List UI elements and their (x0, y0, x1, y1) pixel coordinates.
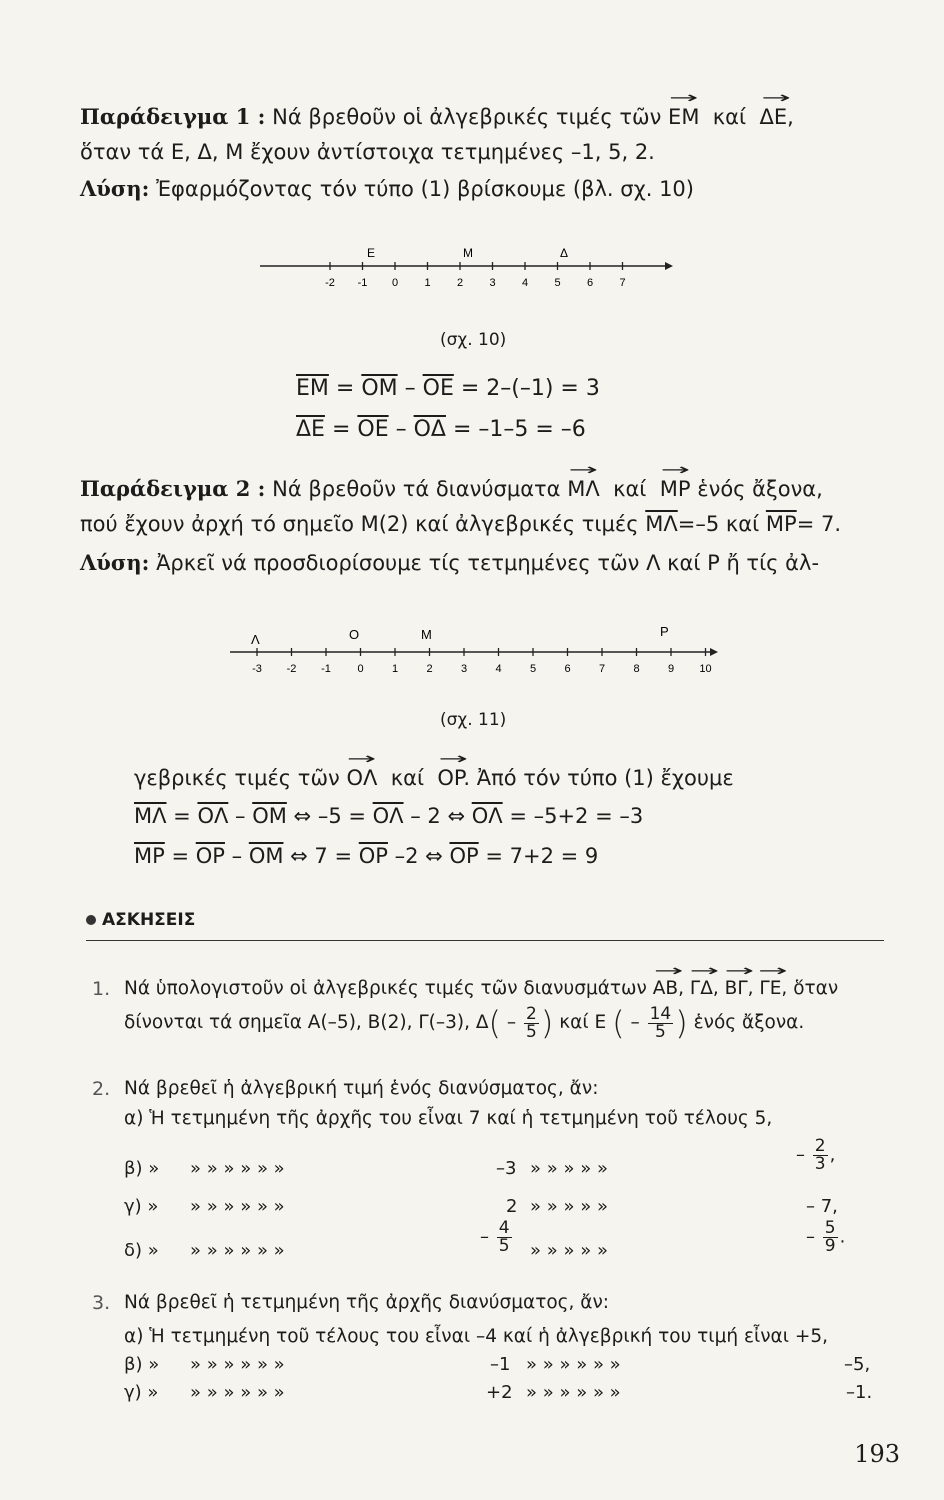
example2-line2-text: πού ἔχουν ἀρχή τό σημεῖο M(2) καί ἀλγεβρικές τιμές (80, 512, 639, 536)
example2-text: Νά βρεθοῦν τά διανύσματα (272, 477, 561, 501)
eq2-term-oe: $\overline{OE}$ (357, 417, 389, 442)
fraction-2-5 (524, 1003, 539, 1042)
ex1-tail: ὅταν (793, 978, 839, 999)
eq2-result: = –1–5 = –6 (452, 417, 586, 442)
ex3-row-c-end: –1. (846, 1382, 873, 1403)
tick-label: 1 (391, 663, 399, 675)
ex3-row-b-mid: » » » » » » (526, 1354, 621, 1375)
ex3-row-c-label: γ) » (124, 1382, 159, 1403)
eq4-term-op-3: $\overline{OP}$ (449, 844, 479, 868)
and-word: καί (613, 477, 647, 501)
fraction-2-3 (813, 1138, 828, 1173)
frac-den: 3 (814, 1154, 826, 1174)
ex2-row-b-dittos: » » » » » » (190, 1158, 285, 1179)
fig10-point-m: M (463, 246, 473, 260)
fig11-point-m: M (421, 627, 432, 642)
ex2-row-c-end: – 7, (806, 1196, 838, 1217)
ex1-line1 (124, 978, 838, 999)
tick-label: -1 (357, 277, 368, 289)
ex3-row-b-end: –5, (844, 1354, 871, 1375)
equation-em: $\overline{EM} = \overline{OM} - \overline{OE} = 2-(-1) = 3$ (296, 376, 600, 401)
eq1-term-om: $\overline{OM}$ (361, 376, 398, 401)
ex2-row-c-label: γ) » (124, 1196, 159, 1217)
fig11-point-l: Λ (251, 632, 260, 647)
page-number: 193 (854, 1440, 900, 1468)
value-ml-text: =–5 καί (677, 512, 760, 536)
example2-line2 (80, 512, 841, 536)
tick-label: 2 (426, 663, 433, 675)
ex3-text: Νά βρεθεῖ ἡ τετμημένη τῆς ἀρχῆς διανύσματος, ἄν: (124, 1292, 610, 1313)
ex2-row-b-label: β) » (124, 1158, 160, 1179)
example1-line2: ὅταν τά E, Δ, M ἔχουν ἀντίστοιχα τετμημένες –1, 5, 2. (80, 140, 655, 164)
ex2-row-d-dittos: » » » » » » (190, 1240, 285, 1261)
eq4-mid2: –2 ⇔ (394, 844, 443, 868)
ex2-row-b-mid: » » » » » (530, 1158, 608, 1179)
figure-11-caption: (σχ. 11) (440, 710, 507, 730)
eq3-term-om: $\overline{OM}$ (252, 804, 287, 828)
tick-label: 3 (460, 663, 468, 675)
fig11-point-p: P (660, 624, 669, 639)
ex2-row-b-end (796, 1138, 835, 1173)
vector-bg: → BΓ, (725, 978, 754, 999)
ex3-row-b-start: –1 (490, 1354, 511, 1375)
fig11-point-o: O (349, 627, 360, 642)
continuation-line (134, 766, 734, 790)
ex2-row-b-start: –3 (496, 1158, 517, 1179)
ex3-row-a: α) Ἡ τετμημένη τοῦ τέλους του εἶναι –4 καί ἡ ἀλγεβρική του τιμή εἶναι +5, (124, 1326, 829, 1347)
equation-ml: $\overline{M\Lambda} = \overline{O\Lambda} - \overline{OM}$ ⇔ $-5 = \overline{O\Lambda} - 2$ ⇔ $\overline{O\Lambda} = -5+2 = -3$ (134, 804, 644, 828)
tick-label: 2 (456, 277, 464, 289)
eq1-result: = 2–(–1) = 3 (460, 376, 600, 401)
ex2-row-c-dittos: » » » » » » (190, 1196, 285, 1217)
example1-line1 (80, 104, 794, 129)
vector-ml: → MΛ (567, 477, 599, 501)
eq1-term-em: $\overline{EM}$ (296, 376, 329, 401)
frac-num: 5 (824, 1218, 836, 1238)
and-word: καί (712, 105, 747, 129)
frac-num: 14 (649, 1003, 672, 1024)
ex3-row-c-dittos: » » » » » » (190, 1382, 285, 1403)
vector-ab: → AB, (653, 978, 684, 999)
right-paren: ) (540, 1004, 554, 1042)
eq2-term-de: $\overline{\Delta E}$ (296, 417, 325, 442)
tick-label: 5 (529, 663, 537, 675)
right-paren: ) (675, 1004, 688, 1042)
ex1-number: 1. (92, 978, 111, 1000)
value-ml: $\overline{M\Lambda}$ (645, 512, 678, 536)
ex2-row-d-start (480, 1220, 514, 1255)
figure-10-caption: (σχ. 10) (440, 330, 507, 350)
eq4-term-op-2: $\overline{OP}$ (358, 844, 388, 868)
solution-label-2: Λύση: (80, 550, 150, 575)
eq4-term-op: $\overline{OP}$ (195, 844, 225, 868)
eq3-result: = –5+2 = –3 (509, 804, 644, 828)
tick-label: 0 (391, 277, 399, 289)
ex2-row-d-label: δ) » (124, 1240, 159, 1261)
fraction-5-9 (823, 1220, 838, 1255)
tick-label: 7 (619, 277, 626, 289)
eq2-term-od: $\overline{O\Delta}$ (413, 417, 446, 442)
exercises-heading (86, 910, 195, 930)
minus-sign: – (806, 1226, 815, 1248)
eq3-term-ml: $\overline{M\Lambda}$ (134, 804, 167, 828)
ex1-end: ἑνός ἄξονα. (693, 1012, 805, 1033)
vector-de: → ΔE, (759, 105, 793, 129)
tick-label: 4 (521, 277, 529, 289)
frac-den: 9 (824, 1236, 836, 1256)
solution-text-2: Ἀρκεῖ νά προσδιορίσουμε τίς τετμημένες τῶν Λ καί P ἤ τίς ἀλ- (156, 551, 820, 575)
cont-text: γεβρικές τιμές τῶν (134, 766, 340, 790)
vector-ge: → ΓE, (759, 978, 787, 999)
frac-num: 2 (814, 1136, 826, 1156)
frac-num: 2 (526, 1003, 537, 1024)
eq1-term-oe: $\overline{OE}$ (422, 376, 454, 401)
fig10-point-e: E (367, 246, 376, 260)
ex2-row-a: α) Ἡ τετμημένη τῆς ἀρχῆς του εἶναι 7 καί ἡ τετμημένη τοῦ τέλους 5, (124, 1108, 773, 1129)
tick-label: 3 (489, 277, 496, 289)
eq4-term-mp: $\overline{MP}$ (134, 844, 165, 868)
eq3-mid: ⇔ –5 = (293, 804, 366, 828)
tick-label: 4 (495, 663, 502, 675)
example1-solution (80, 176, 694, 201)
vector-op: → OP. (437, 766, 470, 790)
minus-sign: – (630, 1012, 640, 1033)
vector-mp: → MP (660, 477, 691, 501)
ex1-text: Νά ὑπολογιστοῦν οἱ ἀλγεβρικές τιμές τῶν διανυσμάτων (124, 978, 647, 999)
eq3-mid2: – 2 ⇔ (410, 804, 466, 828)
eq4-result: = 7+2 = 9 (485, 844, 599, 868)
and-word: καί (390, 766, 425, 790)
ex2-row-c-mid: » » » » » (530, 1196, 608, 1217)
ex2-row-d-tail: . (839, 1226, 846, 1248)
ex1-line2 (124, 1004, 804, 1042)
ex1-and-e: καί E (559, 1012, 607, 1033)
section-divider (86, 940, 884, 941)
tick-label: 0 (357, 663, 364, 675)
equation-mp: $\overline{MP} = \overline{OP} - \overline{OM}$ ⇔ $7 = \overline{OP}$ –2 ⇔ $\overline{OP} = 7+2 = 9$ (134, 844, 599, 868)
eq3-term-ol-3: $\overline{O\Lambda}$ (471, 804, 503, 828)
figure-11-number-line (225, 622, 725, 678)
ex2-number: 2. (92, 1078, 111, 1100)
tick-label: -2 (325, 277, 335, 289)
ex2-row-b-tail: , (829, 1144, 836, 1166)
bullet-icon (86, 915, 96, 925)
minus-sign: – (796, 1144, 805, 1166)
minus-sign: – (480, 1226, 489, 1248)
left-paren: ( (612, 1004, 625, 1042)
tick-label: -1 (321, 663, 331, 675)
tick-label: 9 (667, 663, 675, 675)
tick-label: 7 (598, 663, 606, 675)
fraction-4-5 (497, 1220, 512, 1255)
example2-line1 (80, 476, 823, 501)
tick-label: 1 (424, 277, 431, 289)
eq3-term-ol: $\overline{O\Lambda}$ (197, 804, 229, 828)
frac-num: 4 (498, 1218, 510, 1238)
example2-text-end: ἑνός ἄξονα, (697, 477, 823, 501)
example1-text: Νά βρεθοῦν οἱ ἀλγεβρικές τιμές τῶν (272, 105, 662, 129)
equation-de: $\overline{\Delta E} = \overline{OE} - \overline{O\Delta} = -1-5 = -6$ (296, 417, 586, 442)
vector-ol: → OΛ (346, 766, 377, 790)
ex2-row-c-start: 2 (506, 1196, 518, 1217)
ex1-points: δίνονται τά σημεῖα A(–5), B(2), Γ(–3), Δ (124, 1012, 489, 1033)
tick-label: -3 (252, 663, 262, 675)
eq4-term-om: $\overline{OM}$ (248, 844, 284, 868)
fraction-14-5 (648, 1003, 674, 1042)
minus-sign: – (506, 1012, 517, 1033)
ex3-row-b-dittos: » » » » » » (190, 1354, 285, 1375)
value-mp-text: = 7. (796, 512, 841, 536)
tick-label: 6 (564, 663, 571, 675)
tick-label: 5 (554, 277, 561, 289)
tick-label: 10 (699, 663, 712, 675)
tick-label: -2 (286, 663, 297, 675)
frac-den: 5 (498, 1236, 510, 1256)
ex3-row-c-mid: » » » » » » (526, 1382, 621, 1403)
example2-solution (80, 550, 819, 575)
ex3-row-b-label: β) » (124, 1354, 160, 1375)
ex3-row-c-start: +2 (486, 1382, 513, 1403)
tick-label: 6 (586, 277, 594, 289)
frac-den: 5 (526, 1021, 537, 1042)
example1-heading: Παράδειγμα 1 : (80, 104, 266, 129)
frac-den: 5 (655, 1021, 666, 1042)
vector-gd: → ΓΔ, (690, 978, 719, 999)
eq3-term-ol-2: $\overline{O\Lambda}$ (372, 804, 404, 828)
value-mp: $\overline{MP}$ (765, 512, 797, 536)
ex2-row-d-end (806, 1220, 845, 1255)
ex2-text: Νά βρεθεῖ ἡ ἀλγεβρική τιμή ἑνός διανύσματος, ἄν: (124, 1078, 599, 1099)
solution-text: Ἐφαρμόζοντας τόν τύπο (1) βρίσκουμε (βλ. σχ. 10) (156, 177, 694, 201)
eq4-mid: ⇔ 7 = (290, 844, 353, 868)
fig10-point-d: Δ (560, 246, 569, 260)
figure-10-number-line (255, 244, 675, 294)
tick-label: 8 (633, 663, 640, 675)
ex2-row-d-mid: » » » » » (530, 1240, 608, 1261)
solution-label: Λύση: (80, 176, 150, 201)
vector-em: → EM (668, 105, 699, 129)
cont-text-end: Ἀπό τόν τύπο (1) ἔχουμε (476, 766, 734, 790)
left-paren: ( (488, 1004, 502, 1042)
ex3-number: 3. (92, 1292, 111, 1314)
exercises-title: ΑΣΚΗΣΕΙΣ (102, 910, 196, 930)
example2-heading: Παράδειγμα 2 : (80, 476, 266, 501)
